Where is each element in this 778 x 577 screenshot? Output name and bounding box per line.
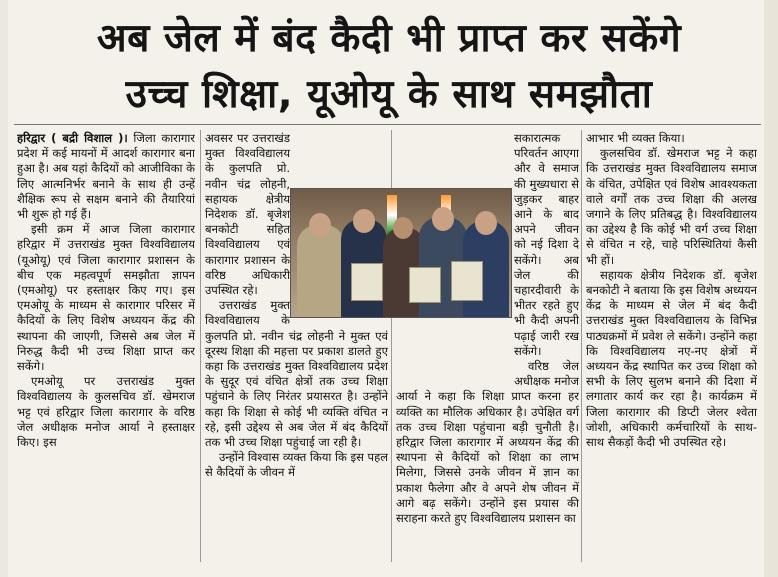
paragraph: अवसर पर उत्तराखंड मुक्त विश्वविद्यालय के कुलपति प्रो. नवीन चंद्र लोहनी, सहायक क्षेत्रीय निदेशक डॉ. बृजेश बनकोटी सहित विश्वविद्यालय एवं कारागार प्रशासन के वरिष्ठ अधिकारी उपस्थित रहे। — [205, 131, 290, 298]
paragraph: उत्तराखंड मुक्त विश्वविद्यालय के कुलपति प्रो. नवीन चंद्र लोहनी ने मुक्त एवं दूरस्थ शिक्षा की महत्ता पर प्रकाश डालते हुए कहा कि उत्तराखंड मुक्त विश्वविद्यालय प्रदेश के सुदूर एवं वंचित क्षेत्रों तक उच्च शिक्षा पहुंचाने के लिए निरंतर प्रयासरत है। उन्होंने कहा कि शिक्षा से कोई भी व्यक्ति वंचित न रहे, इसी उद्देश्य से अब जेल में बंद कैदियों तक भी उच्च शिक्षा पहुंचाई जा रही है। — [205, 298, 388, 450]
person-head — [353, 209, 375, 233]
adjacent-page-edge-right — [764, 0, 778, 577]
signed-document — [351, 263, 383, 301]
person-head — [432, 207, 454, 231]
paragraph: सहायक क्षेत्रीय निदेशक डॉ. बृजेश बनकोटी ने बताया कि इस विशेष अध्ययन केंद्र के माध्यम से जेल में बंद कैदी उत्तराखंड मुक्त विश्वविद्यालय के विभिन्न पाठ्यक्रमों में प्रवेश ले सकेंगे। उन्होंने कहा कि विश्वविद्यालय नए-नए क्षेत्रों में अध्ययन केंद्र स्थापित कर उच्च शिक्षा को सभी के लिए सुलभ बनाने की दिशा में लगातार कार्य कर रहा है। कार्यक्रम में जिला कारागार की डिप्टी जेलर श्वेता जोशी, अधिकारी कर्मचारियों के साथ-साथ सैकड़ों कैदी भी उपस्थित रहे। — [586, 267, 757, 450]
article-column-4 — [586, 131, 757, 567]
article-column-1 — [17, 131, 195, 567]
person-head — [309, 213, 331, 237]
signed-document — [409, 267, 441, 303]
paragraph: वरिष्ठ जेल अधीक्षक मनोज आर्या ने कहा कि शिक्षा प्राप्त करना हर व्यक्ति का मौलिक अधिकार है। उपेक्षित वर्ग तक उच्च शिक्षा पहुंचाना बड़ी चुनौती है। हरिद्वार जिला कारागार में अध्ययन केंद्र की स्थापना से कैदियों को शिक्षा का लाभ मिलेगा, जिससे उनके जीवन में ज्ञान का प्रकाश फैलेगा और वे अपने शेष जीवन में आगे बढ़ सकेंगे। उन्होंने इस प्रयास की सराहना करते हुए विश्वविद्यालय प्रशासन का — [396, 359, 579, 526]
paragraph: इसी क्रम में आज जिला कारागार हरिद्वार में उत्तराखंड मुक्त विश्वविद्यालय (यूओयू) एवं जिला कारागार प्रशासन के बीच एक महत्वपूर्ण समझौता ज्ञापन (एमओयू) पर हस्ताक्षर किए गए। इस एमओयू के माध्यम से कारागार परिसर में कैदियों के लिए विशेष अध्ययन केंद्र की स्थापना की जाएगी, जिससे अब जेल में निरुद्ध कैदी भी उच्च शिक्षा प्राप्त कर सकेंगे। — [17, 222, 195, 374]
person-head — [475, 211, 497, 235]
headline-line-1: अब जेल में बंद कैदी भी प्राप्त कर सकेंगे — [96, 16, 682, 61]
news-photo-mou-signing — [290, 188, 512, 318]
column-divider — [200, 130, 201, 562]
paragraph: सकारात्मक परिवर्तन आएगा और वे समाज की मुख्यधारा से जुड़कर बाहर आने के बाद अपने जीवन को नई दिशा दे सकेंगे। अब जेल की चहारदीवारी के भीतर रहते हुए भी कैदी अपनी पढ़ाई जारी रख सकेंगे। — [514, 131, 579, 358]
paragraph: जिला कारागार प्रदेश में कई मायनों में आदर्श कारागार बना हुआ है। अब यहां कैदियों को आजीविका के लिए आत्मनिर्भर बनाने के साथ ही उन्हें शैक्षिक रूप से सक्षम बनाने की तैयारियां भी शुरू हो गई हैं। — [17, 131, 195, 222]
paragraph: उन्होंने विश्वास व्यक्त किया कि इस पहल से कैदियों के जीवन में — [205, 450, 388, 480]
person-figure — [297, 225, 345, 317]
column-divider — [581, 130, 582, 562]
byline: हरिद्वार ( बद्री विशाल )। — [17, 131, 128, 145]
signed-document — [451, 261, 483, 301]
headline-line-2: उच्च शिक्षा, यूओयू के साथ समझौता — [125, 72, 653, 117]
headline-divider — [14, 124, 761, 125]
paragraph: आभार भी व्यक्त किया। — [586, 131, 685, 145]
paragraph: एमओयू पर उत्तराखंड मुक्त विश्वविद्यालय के कुलसचिव डॉ. खेमराज भट्ट एवं हरिद्वार जिला कारागार के वरिष्ठ जेल अधीक्षक मनोज आर्या ने हस्ताक्षर किए। इस — [17, 374, 195, 450]
person-head — [393, 217, 413, 239]
paragraph: कुलसचिव डॉ. खेमराज भट्ट ने कहा कि उत्तराखंड मुक्त विश्वविद्यालय समाज के वंचित, उपेक्षित एवं विशेष आवश्यकता वाले वर्गों तक उच्च शिक्षा की अलख जगाने के लिए प्रतिबद्ध है। विश्वविद्यालय का उद्देश्य है कि कोई भी वर्ग उच्च शिक्षा से वंचित न रहे, चाहे परिस्थितियां कैसी भी हों। — [586, 146, 757, 267]
